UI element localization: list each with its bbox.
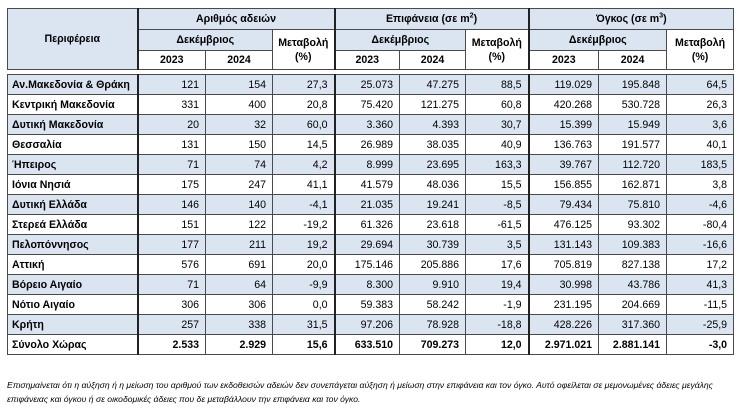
cell-ach: 88,5 [466, 75, 529, 95]
cell-pch: 41,1 [273, 175, 335, 195]
cell-v23: 476.125 [529, 215, 599, 235]
cell-vch: 183,5 [667, 155, 734, 175]
table-row [8, 215, 734, 235]
cell-ach: -8,5 [466, 195, 529, 215]
region-name: Κεντρική Μακεδονία [8, 95, 138, 115]
region-header: Περιφέρεια [8, 9, 138, 70]
cell-p23: 71 [138, 275, 206, 295]
area-header-close: ) [473, 13, 478, 25]
area-change-header [466, 30, 529, 70]
area-header-sup: 2 [469, 12, 474, 20]
cell-v23: 231.195 [529, 295, 599, 315]
cell-a24: 19.241 [400, 195, 466, 215]
cell-p24: 64 [206, 275, 273, 295]
cell-a23: 75.420 [335, 95, 400, 115]
cell-v24: 109.383 [599, 235, 667, 255]
cell-a23: 61.326 [335, 215, 400, 235]
cell-a23: 21.035 [335, 195, 400, 215]
cell-a24: 709.273 [400, 335, 466, 355]
cell-ach: 19,4 [466, 275, 529, 295]
region-name: Στερεά Ελλάδα [8, 215, 138, 235]
cell-a24: 58.242 [400, 295, 466, 315]
cell-a24: 38.035 [400, 135, 466, 155]
cell-ach: 40,9 [466, 135, 529, 155]
cell-a24: 205.886 [400, 255, 466, 275]
area-year-2024: 2024 [400, 51, 466, 70]
cell-ach: 30,7 [466, 115, 529, 135]
table-body [8, 70, 734, 355]
table-row [8, 315, 734, 335]
cell-p24: 154 [206, 75, 273, 95]
region-name: Νότιο Αιγαίο [8, 295, 138, 315]
cell-p23: 177 [138, 235, 206, 255]
cell-v24: 191.577 [599, 135, 667, 155]
cell-p23: 146 [138, 195, 206, 215]
cell-a23: 175.146 [335, 255, 400, 275]
cell-pch: 15,6 [273, 335, 335, 355]
cell-vch: -25,9 [667, 315, 734, 335]
volume-change-header [667, 30, 734, 70]
cell-v23: 131.143 [529, 235, 599, 255]
cell-a24: 121.275 [400, 95, 466, 115]
table-row [8, 155, 734, 175]
cell-a24: 30.739 [400, 235, 466, 255]
cell-vch: -80,4 [667, 215, 734, 235]
cell-v24: 827.138 [599, 255, 667, 275]
volume-header-text: Όγκος (σε m [595, 13, 660, 25]
cell-pch: 20,8 [273, 95, 335, 115]
cell-p24: 211 [206, 235, 273, 255]
cell-v24: 93.302 [599, 215, 667, 235]
table-row [8, 235, 734, 255]
permits-change-header [273, 30, 335, 70]
volume-year-2024: 2024 [599, 51, 667, 70]
cell-v24: 530.728 [599, 95, 667, 115]
cell-v23: 428.226 [529, 315, 599, 335]
region-name: Θεσσαλία [8, 135, 138, 155]
cell-p23: 71 [138, 155, 206, 175]
cell-p23: 2.533 [138, 335, 206, 355]
cell-ach: 3,5 [466, 235, 529, 255]
cell-vch: 17,2 [667, 255, 734, 275]
region-name: Δυτική Μακεδονία [8, 115, 138, 135]
area-change-unit: (%) [488, 50, 506, 63]
cell-v23: 420.268 [529, 95, 599, 115]
permits-december-header: Δεκέμβριος [138, 30, 273, 51]
volume-header-sup: 3 [659, 12, 664, 20]
cell-p23: 20 [138, 115, 206, 135]
region-name: Κρήτη [8, 315, 138, 335]
cell-a24: 23.618 [400, 215, 466, 235]
cell-a24: 9.910 [400, 275, 466, 295]
cell-ach: -61,5 [466, 215, 529, 235]
cell-vch: 26,3 [667, 95, 734, 115]
cell-a24: 78.928 [400, 315, 466, 335]
cell-v23: 705.819 [529, 255, 599, 275]
table-row [8, 195, 734, 215]
cell-p24: 74 [206, 155, 273, 175]
table-row [8, 95, 734, 115]
cell-p24: 247 [206, 175, 273, 195]
cell-v24: 162.871 [599, 175, 667, 195]
cell-v24: 15.949 [599, 115, 667, 135]
table-row [8, 175, 734, 195]
cell-p24: 122 [206, 215, 273, 235]
permits-table [7, 8, 734, 355]
cell-pch: 0,0 [273, 295, 335, 315]
cell-a23: 29.694 [335, 235, 400, 255]
area-year-2023: 2023 [335, 51, 400, 70]
volume-change-label: Μεταβολή [675, 36, 726, 49]
volume-year-2023: 2023 [529, 51, 599, 70]
permits-header: Αριθμός αδειών [138, 9, 335, 30]
cell-ach: -1,9 [466, 295, 529, 315]
cell-vch: -3,0 [667, 335, 734, 355]
area-change-label: Μεταβολή [471, 36, 522, 49]
cell-p24: 2.929 [206, 335, 273, 355]
cell-vch: 40,1 [667, 135, 734, 155]
footnote: Επισημαίνεται ότι η αύξηση ή η μείωση του αριθμού των εκδοθεισών αδειών δεν συνεπάγεται αύξηση ή μείωση στην επιφάνεια και τον όγκο. Αυτό οφείλεται σε μεμονωμένες άδειες μεγάλης επιφάνειας και όγκου ή σε οικοδομικές άδειες που δε μεταβάλλουν την επιφάνεια και τον όγκο. [7, 380, 713, 404]
cell-ach: -18,8 [466, 315, 529, 335]
cell-v23: 136.763 [529, 135, 599, 155]
region-name: Ήπειρος [8, 155, 138, 175]
cell-p23: 175 [138, 175, 206, 195]
cell-p24: 691 [206, 255, 273, 275]
region-name: Σύνολο Χώρας [8, 335, 138, 355]
table-row [8, 255, 734, 275]
volume-change-unit: (%) [691, 50, 709, 63]
cell-v24: 112.720 [599, 155, 667, 175]
cell-v23: 156.855 [529, 175, 599, 195]
cell-ach: 15,5 [466, 175, 529, 195]
region-name: Ιόνια Νησιά [8, 175, 138, 195]
cell-a24: 47.275 [400, 75, 466, 95]
permits-year-2024: 2024 [206, 51, 273, 70]
cell-v23: 2.971.021 [529, 335, 599, 355]
cell-v23: 39.767 [529, 155, 599, 175]
region-name: Βόρειο Αιγαίο [8, 275, 138, 295]
cell-pch: 4,2 [273, 155, 335, 175]
cell-ach: 12,0 [466, 335, 529, 355]
cell-p24: 306 [206, 295, 273, 315]
cell-a23: 633.510 [335, 335, 400, 355]
cell-v23: 79.434 [529, 195, 599, 215]
volume-header-close: ) [663, 13, 667, 25]
region-name: Πελοπόννησος [8, 235, 138, 255]
total-row [8, 335, 734, 355]
volume-december-header: Δεκέμβριος [529, 30, 667, 51]
cell-p23: 576 [138, 255, 206, 275]
cell-v24: 195.848 [599, 75, 667, 95]
cell-pch: 14,5 [273, 135, 335, 155]
cell-a23: 59.383 [335, 295, 400, 315]
cell-a23: 25.073 [335, 75, 400, 95]
cell-ach: 17,6 [466, 255, 529, 275]
cell-pch: -19,2 [273, 215, 335, 235]
cell-pch: -4,1 [273, 195, 335, 215]
cell-pch: 27,3 [273, 75, 335, 95]
region-name: Αττική [8, 255, 138, 275]
cell-pch: -9,9 [273, 275, 335, 295]
cell-a24: 4.393 [400, 115, 466, 135]
cell-v23: 15.399 [529, 115, 599, 135]
cell-vch: -11,5 [667, 295, 734, 315]
cell-v24: 204.669 [599, 295, 667, 315]
cell-a24: 48.036 [400, 175, 466, 195]
region-name: Δυτική Ελλάδα [8, 195, 138, 215]
cell-p23: 151 [138, 215, 206, 235]
cell-p23: 257 [138, 315, 206, 335]
cell-p23: 331 [138, 95, 206, 115]
cell-p24: 400 [206, 95, 273, 115]
area-header [335, 9, 529, 30]
cell-p23: 121 [138, 75, 206, 95]
cell-v24: 2.881.141 [599, 335, 667, 355]
area-december-header: Δεκέμβριος [335, 30, 466, 51]
cell-vch: 41,3 [667, 275, 734, 295]
cell-a23: 41.579 [335, 175, 400, 195]
cell-pch: 31,5 [273, 315, 335, 335]
table-row [8, 295, 734, 315]
cell-v23: 30.998 [529, 275, 599, 295]
cell-vch: 64,5 [667, 75, 734, 95]
cell-a23: 8.300 [335, 275, 400, 295]
cell-vch: -16,6 [667, 235, 734, 255]
region-name: Αν.Μακεδονία & Θράκη [8, 75, 138, 95]
volume-header [529, 9, 734, 30]
cell-p24: 150 [206, 135, 273, 155]
cell-ach: 60,8 [466, 95, 529, 115]
header-row-1 [8, 9, 734, 30]
table-row [8, 275, 734, 295]
cell-a23: 26.989 [335, 135, 400, 155]
cell-vch: 3,8 [667, 175, 734, 195]
cell-p24: 32 [206, 115, 273, 135]
permits-change-unit: (%) [295, 50, 312, 63]
cell-p23: 306 [138, 295, 206, 315]
table-row [8, 75, 734, 95]
cell-pch: 20,0 [273, 255, 335, 275]
cell-a23: 97.206 [335, 315, 400, 335]
cell-vch: -4,6 [667, 195, 734, 215]
cell-v24: 317.360 [599, 315, 667, 335]
cell-a23: 3.360 [335, 115, 400, 135]
cell-a23: 8.999 [335, 155, 400, 175]
area-header-text: Επιφάνεια (σε m [385, 13, 470, 25]
table-row [8, 115, 734, 135]
cell-p24: 140 [206, 195, 273, 215]
permits-year-2023: 2023 [138, 51, 206, 70]
cell-p23: 131 [138, 135, 206, 155]
cell-vch: 3,6 [667, 115, 734, 135]
cell-p24: 338 [206, 315, 273, 335]
cell-a24: 23.695 [400, 155, 466, 175]
cell-pch: 19,2 [273, 235, 335, 255]
cell-v23: 119.029 [529, 75, 599, 95]
cell-ach: 163,3 [466, 155, 529, 175]
cell-v24: 43.786 [599, 275, 667, 295]
cell-pch: 60,0 [273, 115, 335, 135]
cell-v24: 75.810 [599, 195, 667, 215]
permits-change-label: Μεταβολή [278, 36, 329, 49]
table-row [8, 135, 734, 155]
